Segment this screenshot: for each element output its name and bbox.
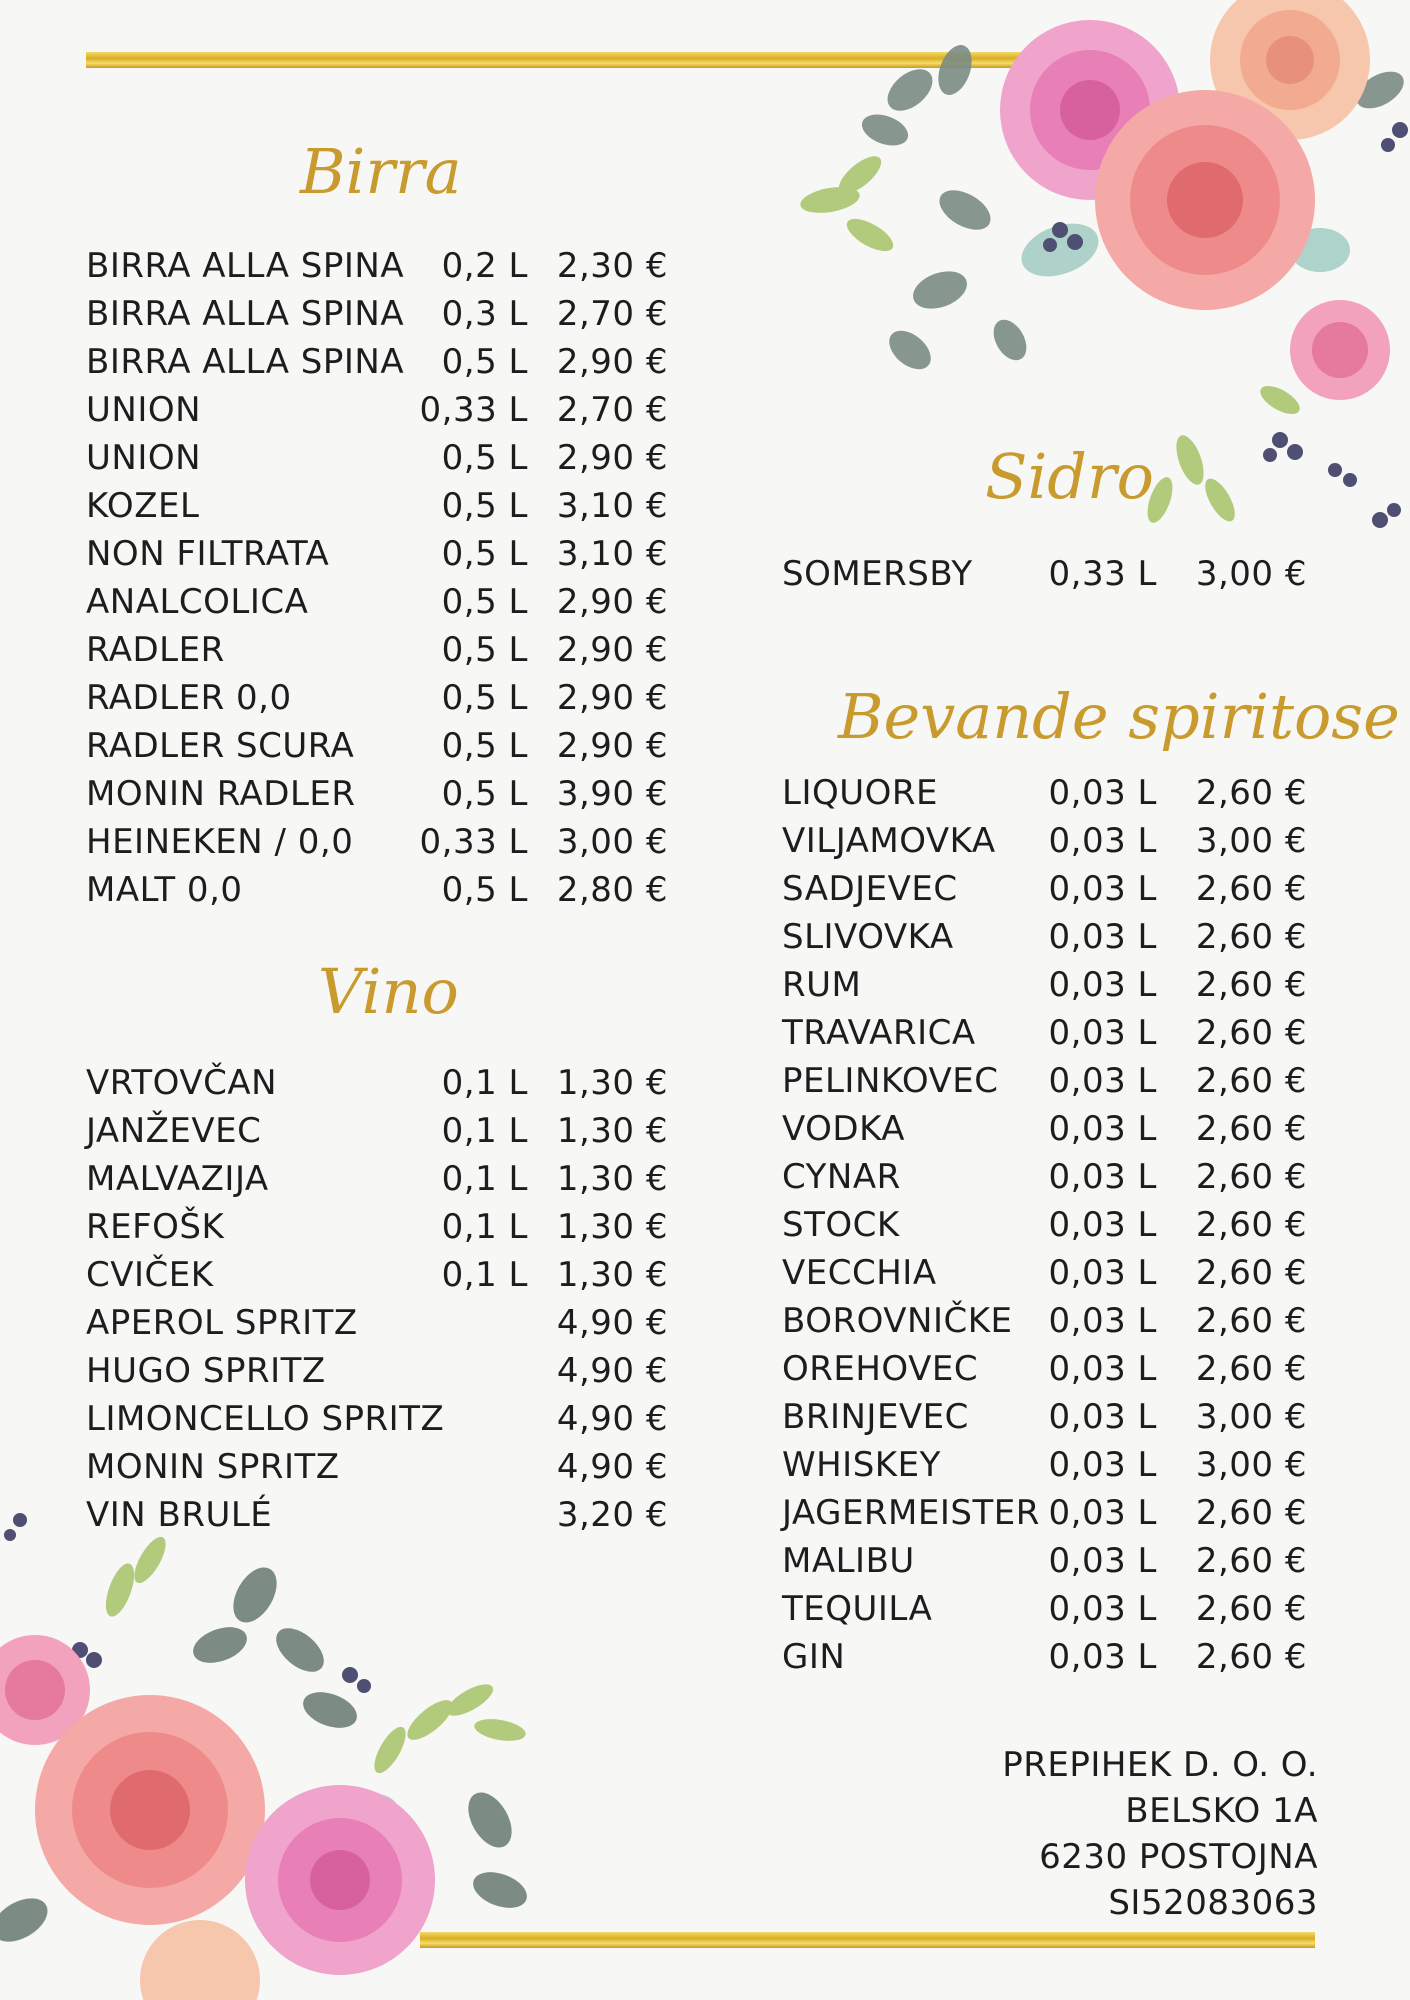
section-title-sidro: Sidro [985,440,1154,513]
item-name: JANŽEVEC [86,1111,262,1151]
item-price: 1,30 € [556,1159,668,1199]
item-volume: 0,5 L [441,534,528,574]
item-price: 2,60 € [1195,965,1307,1005]
item-price: 2,80 € [556,870,668,910]
menu-item-row [86,1491,668,1539]
item-name: BIRRA ALLA SPINA [86,294,405,334]
item-name: SLIVOVKA [782,917,954,957]
item-price: 2,90 € [556,630,668,670]
item-price: 3,00 € [1195,821,1307,861]
menu-item-row [782,817,1307,865]
menu-item-row [86,1107,668,1155]
item-volume: 0,03 L [1048,1109,1157,1149]
item-price: 2,70 € [556,390,668,430]
item-volume: 0,5 L [441,342,528,382]
item-price: 2,60 € [1195,1637,1307,1677]
item-volume: 0,03 L [1048,965,1157,1005]
menu-item-row [86,1347,668,1395]
menu-item-row [86,1299,668,1347]
item-volume: 0,03 L [1048,821,1157,861]
menu-item-row [782,1009,1307,1057]
item-volume: 0,03 L [1048,1445,1157,1485]
item-price: 2,60 € [1195,1589,1307,1629]
item-volume: 0,3 L [441,294,528,334]
item-volume: 0,03 L [1048,773,1157,813]
item-name: SADJEVEC [782,869,958,909]
menu-item-row [86,1155,668,1203]
item-volume: 0,5 L [441,630,528,670]
spiritose-list [782,769,1307,1681]
menu-item-row [86,1251,668,1299]
item-volume: 0,5 L [441,678,528,718]
item-price: 1,30 € [556,1111,668,1151]
menu-item-row [782,1057,1307,1105]
item-volume: 0,5 L [441,438,528,478]
item-name: LIMONCELLO SPRITZ [86,1399,445,1439]
item-name: MALVAZIJA [86,1159,269,1199]
menu-item-row [782,1441,1307,1489]
item-price: 2,60 € [1195,773,1307,813]
item-price: 2,90 € [556,342,668,382]
item-volume: 0,33 L [419,822,528,862]
item-volume: 0,03 L [1048,1541,1157,1581]
item-price: 3,00 € [1195,1397,1307,1437]
item-name: NON FILTRATA [86,534,330,574]
item-name: RADLER SCURA [86,726,355,766]
item-price: 2,90 € [556,678,668,718]
item-volume: 0,03 L [1048,917,1157,957]
item-name: SOMERSBY [782,554,973,594]
item-price: 4,90 € [556,1399,668,1439]
item-price: 4,90 € [556,1351,668,1391]
menu-item-row [86,338,668,386]
menu-item-row [86,818,668,866]
item-name: MALT 0,0 [86,870,243,910]
menu-item-row [86,722,668,770]
item-name: OREHOVEC [782,1349,979,1389]
menu-item-row [782,1537,1307,1585]
section-title-birra: Birra [300,135,462,208]
item-volume: 0,03 L [1048,1301,1157,1341]
item-price: 2,60 € [1195,1253,1307,1293]
item-price: 2,30 € [556,246,668,286]
menu-item-row [782,1489,1307,1537]
menu-item-row [86,530,668,578]
item-name: UNION [86,438,202,478]
item-price: 2,60 € [1195,869,1307,909]
item-volume: 0,03 L [1048,1349,1157,1389]
item-name: MONIN RADLER [86,774,356,814]
item-price: 2,60 € [1195,1061,1307,1101]
company-info [1002,1742,1318,1926]
menu-item-row [86,386,668,434]
item-volume: 0,33 L [419,390,528,430]
menu-item-row [782,1633,1307,1681]
menu-item-row [782,1297,1307,1345]
menu-item-row [86,1203,668,1251]
menu-item-row [86,770,668,818]
item-name: KOZEL [86,486,200,526]
item-name: HUGO SPRITZ [86,1351,326,1391]
section-title-bevande-spiritose: Bevande spiritose [838,680,1400,753]
item-volume: 0,03 L [1048,1013,1157,1053]
item-volume: 0,03 L [1048,1061,1157,1101]
item-price: 2,60 € [1195,1157,1307,1197]
section-title-vino: Vino [318,955,459,1028]
item-name: ANALCOLICA [86,582,309,622]
item-price: 3,00 € [556,822,668,862]
item-volume: 0,1 L [441,1207,528,1247]
item-name: PELINKOVEC [782,1061,999,1101]
item-name: WHISKEY [782,1445,941,1485]
item-volume: 0,03 L [1048,1589,1157,1629]
menu-item-row [86,626,668,674]
item-price: 4,90 € [556,1447,668,1487]
vino-list [86,1059,668,1539]
item-volume: 0,33 L [1048,554,1157,594]
item-volume: 0,2 L [441,246,528,286]
menu-item-row [86,482,668,530]
item-volume: 0,5 L [441,870,528,910]
sidro-list [782,550,1307,598]
item-price: 2,60 € [1195,1205,1307,1245]
item-name: BIRRA ALLA SPINA [86,246,405,286]
menu-item-row [86,242,668,290]
item-name: CYNAR [782,1157,901,1197]
menu-item-row [782,1201,1307,1249]
item-price: 2,90 € [556,726,668,766]
item-name: VODKA [782,1109,906,1149]
menu-item-row [782,961,1307,1009]
item-price: 2,60 € [1195,1109,1307,1149]
menu-item-row [782,1153,1307,1201]
menu-item-row [782,1345,1307,1393]
item-name: VECCHIA [782,1253,937,1293]
item-price: 3,10 € [556,534,668,574]
menu-item-row [782,1105,1307,1153]
company-vat: SI52083063 [1108,1883,1318,1923]
item-name: RADLER [86,630,225,670]
menu-item-row [86,866,668,914]
item-name: MALIBU [782,1541,915,1581]
menu-item-row [86,578,668,626]
menu-item-row [782,769,1307,817]
item-name: BIRRA ALLA SPINA [86,342,405,382]
item-name: CVIČEK [86,1255,214,1295]
item-volume: 0,1 L [441,1063,528,1103]
menu-item-row [782,1249,1307,1297]
birra-list [86,242,668,914]
item-price: 2,60 € [1195,1493,1307,1533]
item-volume: 0,5 L [441,486,528,526]
item-volume: 0,5 L [441,774,528,814]
item-price: 3,90 € [556,774,668,814]
menu-item-row [86,674,668,722]
item-volume: 0,1 L [441,1111,528,1151]
item-volume: 0,5 L [441,582,528,622]
item-price: 2,90 € [556,582,668,622]
item-name: VRTOVČAN [86,1063,278,1103]
item-volume: 0,1 L [441,1159,528,1199]
item-name: BOROVNIČKE [782,1301,1013,1341]
item-name: HEINEKEN / 0,0 [86,822,354,862]
item-name: UNION [86,390,202,430]
item-name: TRAVARICA [782,1013,976,1053]
item-volume: 0,03 L [1048,1397,1157,1437]
menu-item-row [782,865,1307,913]
rose-bouquet-bottom-left [0,1500,660,2000]
item-name: VIN BRULÉ [86,1495,273,1535]
item-price: 3,10 € [556,486,668,526]
menu-item-row [86,1443,668,1491]
item-volume: 0,03 L [1048,1637,1157,1677]
menu-item-row [782,913,1307,961]
menu-item-row [782,550,1307,598]
menu-item-row [86,434,668,482]
item-name: RADLER 0,0 [86,678,292,718]
item-price: 3,00 € [1195,554,1307,594]
item-volume: 0,5 L [441,726,528,766]
item-name: BRINJEVEC [782,1397,969,1437]
item-name: TEQUILA [782,1589,933,1629]
menu-item-row [86,1395,668,1443]
item-price: 2,60 € [1195,1301,1307,1341]
menu-item-row [782,1585,1307,1633]
item-name: STOCK [782,1205,900,1245]
item-price: 1,30 € [556,1255,668,1295]
item-volume: 0,03 L [1048,1253,1157,1293]
menu-item-row [86,290,668,338]
item-price: 2,60 € [1195,1349,1307,1389]
item-name: RUM [782,965,862,1005]
item-price: 2,90 € [556,438,668,478]
item-name: VILJAMOVKA [782,821,996,861]
item-volume: 0,03 L [1048,1157,1157,1197]
item-price: 2,60 € [1195,1541,1307,1581]
item-name: APEROL SPRITZ [86,1303,358,1343]
item-name: MONIN SPRITZ [86,1447,340,1487]
item-price: 2,70 € [556,294,668,334]
item-price: 1,30 € [556,1063,668,1103]
item-price: 1,30 € [556,1207,668,1247]
item-volume: 0,1 L [441,1255,528,1295]
item-name: JAGERMEISTER [782,1493,1040,1533]
company-name: PREPIHEK D. O. O. [1002,1745,1318,1785]
item-price: 2,60 € [1195,1013,1307,1053]
item-price: 4,90 € [556,1303,668,1343]
item-name: REFOŠK [86,1207,225,1247]
company-city: 6230 POSTOJNA [1039,1837,1318,1877]
item-name: LIQUORE [782,773,938,813]
item-volume: 0,03 L [1048,869,1157,909]
item-price: 3,00 € [1195,1445,1307,1485]
menu-item-row [86,1059,668,1107]
item-volume: 0,03 L [1048,1205,1157,1245]
company-street: BELSKO 1A [1125,1791,1318,1831]
item-volume: 0,03 L [1048,1493,1157,1533]
item-price: 2,60 € [1195,917,1307,957]
item-name: GIN [782,1637,846,1677]
item-price: 3,20 € [556,1495,668,1535]
menu-item-row [782,1393,1307,1441]
